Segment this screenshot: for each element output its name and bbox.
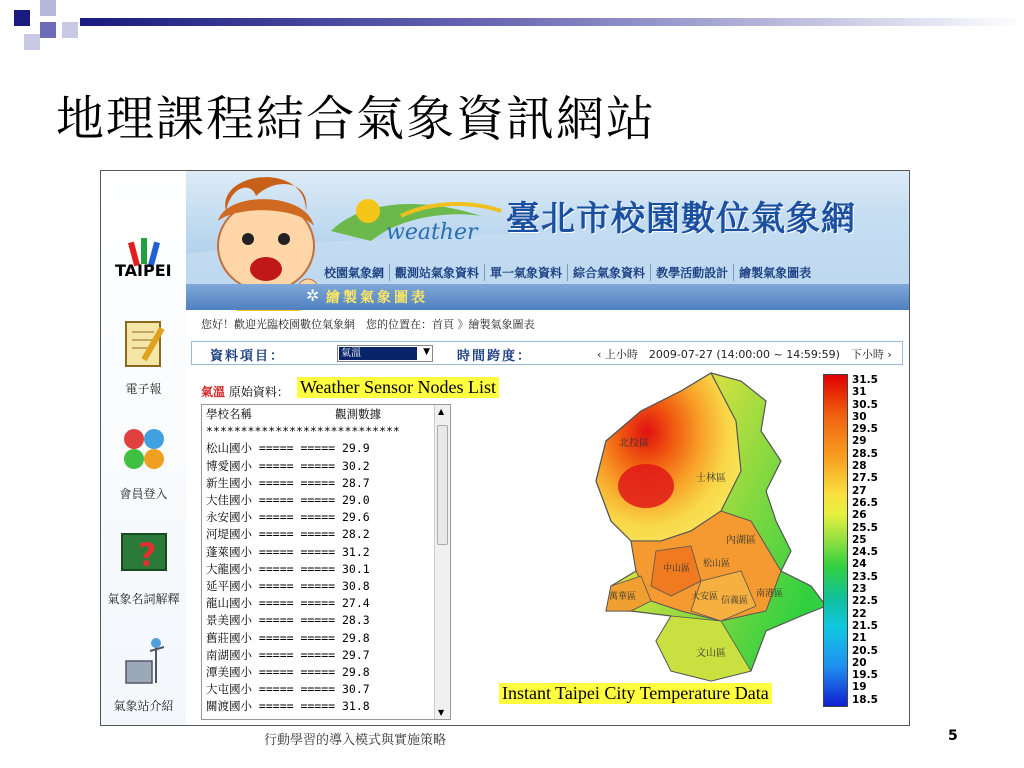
list-item: 河堤國小 ===== ===== 28.2 bbox=[206, 527, 370, 542]
taipei-temperature-map bbox=[591, 371, 831, 701]
site-nav bbox=[319, 261, 909, 283]
sidebar-item-station-intro[interactable] bbox=[101, 633, 186, 714]
nav-item-station-data[interactable]: 觀測站氣象資料 bbox=[390, 264, 485, 281]
legend-tick-label: 27.5 bbox=[852, 472, 878, 485]
taipei-logo-text: TAIPEI bbox=[115, 261, 172, 280]
sensor-list-box[interactable] bbox=[201, 404, 451, 720]
notebook-icon bbox=[116, 316, 172, 372]
chevron-down-icon: ▼ bbox=[423, 347, 430, 357]
sidebar-item-label: 氣象名詞解釋 bbox=[107, 592, 180, 606]
nav-item-single-data[interactable]: 單一氣象資料 bbox=[485, 264, 568, 281]
nav-item-teaching-activities[interactable]: 教學活動設計 bbox=[651, 264, 734, 281]
site-sidebar bbox=[101, 171, 186, 726]
legend-tick-label: 25 bbox=[852, 533, 867, 546]
legend-tick-label: 21 bbox=[852, 632, 867, 645]
list-item: 南湖國小 ===== ===== 29.7 bbox=[206, 647, 370, 662]
star-icon: ✲ bbox=[306, 286, 320, 305]
legend-tick-label: 22 bbox=[852, 607, 867, 620]
scroll-down-icon[interactable]: ▼ bbox=[438, 708, 445, 717]
nav-item-draw-charts[interactable]: 繪製氣象圖表 bbox=[739, 265, 812, 280]
list-item: 大屯國小 ===== ===== 30.7 bbox=[206, 682, 370, 697]
sidebar-item-newsletter[interactable] bbox=[101, 316, 186, 397]
time-range-navigator[interactable]: ‹ 上小時 2009-07-27 (14:00:00 ~ 14:59:59) 下小時 › bbox=[597, 348, 892, 361]
nav-item-combined-data[interactable]: 綜合氣象資料 bbox=[568, 264, 651, 281]
legend-tick-label: 25.5 bbox=[852, 521, 878, 534]
list-item: 永安國小 ===== ===== 29.6 bbox=[206, 510, 370, 525]
slide-top-bar bbox=[80, 18, 1024, 26]
map-district-label: 中山區 bbox=[663, 564, 691, 574]
list-item: 關渡國小 ===== ===== 31.8 bbox=[206, 699, 370, 714]
filter-row bbox=[191, 341, 903, 365]
annotation-temperature-map: Instant Taipei City Temperature Data bbox=[499, 683, 772, 704]
list-item: 蓬萊國小 ===== ===== 31.2 bbox=[206, 544, 370, 559]
nav-item-campus-weather[interactable]: 校園氣象網 bbox=[319, 264, 390, 281]
legend-tick-label: 24 bbox=[852, 558, 867, 571]
legend-tick-label: 29.5 bbox=[852, 423, 878, 436]
temperature-legend bbox=[823, 374, 907, 707]
list-scrollbar[interactable] bbox=[434, 405, 450, 719]
data-header bbox=[201, 383, 289, 400]
annotation-sensor-list: Weather Sensor Nodes List bbox=[297, 377, 499, 398]
legend-tick-label: 20.5 bbox=[852, 644, 878, 657]
list-item: 松山國小 ===== ===== 29.9 bbox=[206, 441, 370, 456]
map-district-label: 內湖區 bbox=[726, 535, 756, 546]
sidebar-item-glossary[interactable] bbox=[101, 526, 186, 607]
slide-title: 地理課程結合氣象資訊網站 bbox=[56, 91, 657, 147]
legend-tick-label: 28 bbox=[852, 460, 867, 473]
legend-tick-label: 30.5 bbox=[852, 398, 878, 411]
legend-tick-label: 23 bbox=[852, 583, 867, 596]
sidebar-item-member-login[interactable] bbox=[101, 421, 186, 502]
legend-tick-label: 31.5 bbox=[852, 374, 878, 386]
page-number: 5 bbox=[948, 728, 958, 744]
weather-logo bbox=[326, 189, 506, 253]
breadcrumb: 您好！歡迎光臨校園數位氣象網 您的位置在：首頁 》繪製氣象圖表 bbox=[201, 318, 535, 331]
list-item: 景美國小 ===== ===== 28.3 bbox=[206, 613, 370, 628]
map-district-label: 大安區 bbox=[691, 592, 719, 602]
sidebar-item-label: 氣象站介紹 bbox=[113, 699, 174, 713]
sidebar-item-label: 會員登入 bbox=[119, 487, 168, 501]
section-title: 繪製氣象圖表 bbox=[326, 290, 428, 306]
list-separator: **************************** bbox=[206, 424, 400, 439]
map-district-label: 松山區 bbox=[703, 559, 731, 569]
legend-tick-label: 19.5 bbox=[852, 669, 878, 682]
raw-data-label: 原始資料： bbox=[228, 385, 289, 399]
list-item: 大佳國小 ===== ===== 29.0 bbox=[206, 493, 370, 508]
map-district-label: 南港區 bbox=[756, 589, 784, 599]
list-item: 新生國小 ===== ===== 28.7 bbox=[206, 475, 370, 490]
legend-tick-label: 27 bbox=[852, 484, 867, 497]
slide-decoration bbox=[0, 0, 90, 60]
legend-tick-label: 24.5 bbox=[852, 546, 878, 559]
legend-tick-label: 20 bbox=[852, 656, 867, 669]
list-item: 延平國小 ===== ===== 30.8 bbox=[206, 579, 370, 594]
data-variable: 氣溫 bbox=[201, 385, 226, 399]
map-district-label: 萬華區 bbox=[609, 592, 637, 602]
data-item-label: 資料項目： bbox=[210, 349, 286, 364]
question-board-icon bbox=[116, 526, 172, 582]
sidebar-item-label: 電子報 bbox=[125, 382, 162, 396]
list-header: 學校名稱 觀測數據 bbox=[206, 407, 382, 421]
legend-tick-label: 23.5 bbox=[852, 570, 878, 583]
legend-tick-label: 26.5 bbox=[852, 496, 878, 509]
map-district-label: 士林區 bbox=[696, 473, 726, 484]
legend-tick-label: 31 bbox=[852, 386, 867, 399]
svg-text:weather: weather bbox=[386, 220, 478, 245]
slide-footer: 行動學習的導入模式與實施策略 bbox=[264, 733, 447, 748]
svg-text:?: ? bbox=[137, 536, 157, 574]
legend-tick-label: 28.5 bbox=[852, 447, 878, 460]
legend-tick-label: 18.5 bbox=[852, 693, 878, 706]
legend-tick-label: 30 bbox=[852, 410, 867, 423]
legend-tick-label: 21.5 bbox=[852, 619, 878, 632]
map-district-label: 北投區 bbox=[619, 438, 649, 449]
sensor-list-text bbox=[206, 406, 400, 716]
list-item: 龍山國小 ===== ===== 27.4 bbox=[206, 596, 370, 611]
list-item: 博愛國小 ===== ===== 30.2 bbox=[206, 458, 370, 473]
scroll-up-icon[interactable]: ▲ bbox=[438, 407, 445, 416]
weather-station-icon bbox=[116, 633, 172, 689]
website-screenshot bbox=[100, 170, 910, 726]
legend-tick-label: 22.5 bbox=[852, 595, 878, 608]
scroll-thumb[interactable] bbox=[437, 425, 448, 545]
data-item-select[interactable] bbox=[337, 345, 433, 362]
legend-tick-label: 19 bbox=[852, 681, 867, 694]
site-title: 臺北市校園數位氣象網 bbox=[506, 199, 856, 239]
map-district-label: 文山區 bbox=[696, 648, 726, 659]
section-header bbox=[186, 284, 909, 310]
legend-labels bbox=[852, 374, 878, 706]
data-item-selected-value: 氣溫 bbox=[339, 347, 417, 360]
legend-tick-label: 26 bbox=[852, 509, 867, 522]
time-span-label: 時間跨度： bbox=[457, 349, 533, 364]
members-icon bbox=[116, 421, 172, 477]
list-item: 大龍國小 ===== ===== 30.1 bbox=[206, 561, 370, 576]
list-item: 舊莊國小 ===== ===== 29.8 bbox=[206, 630, 370, 645]
legend-color-bar bbox=[823, 374, 848, 707]
map-district-label: 信義區 bbox=[721, 596, 749, 606]
list-item: 潭美國小 ===== ===== 29.8 bbox=[206, 665, 370, 680]
legend-tick-label: 29 bbox=[852, 435, 867, 448]
